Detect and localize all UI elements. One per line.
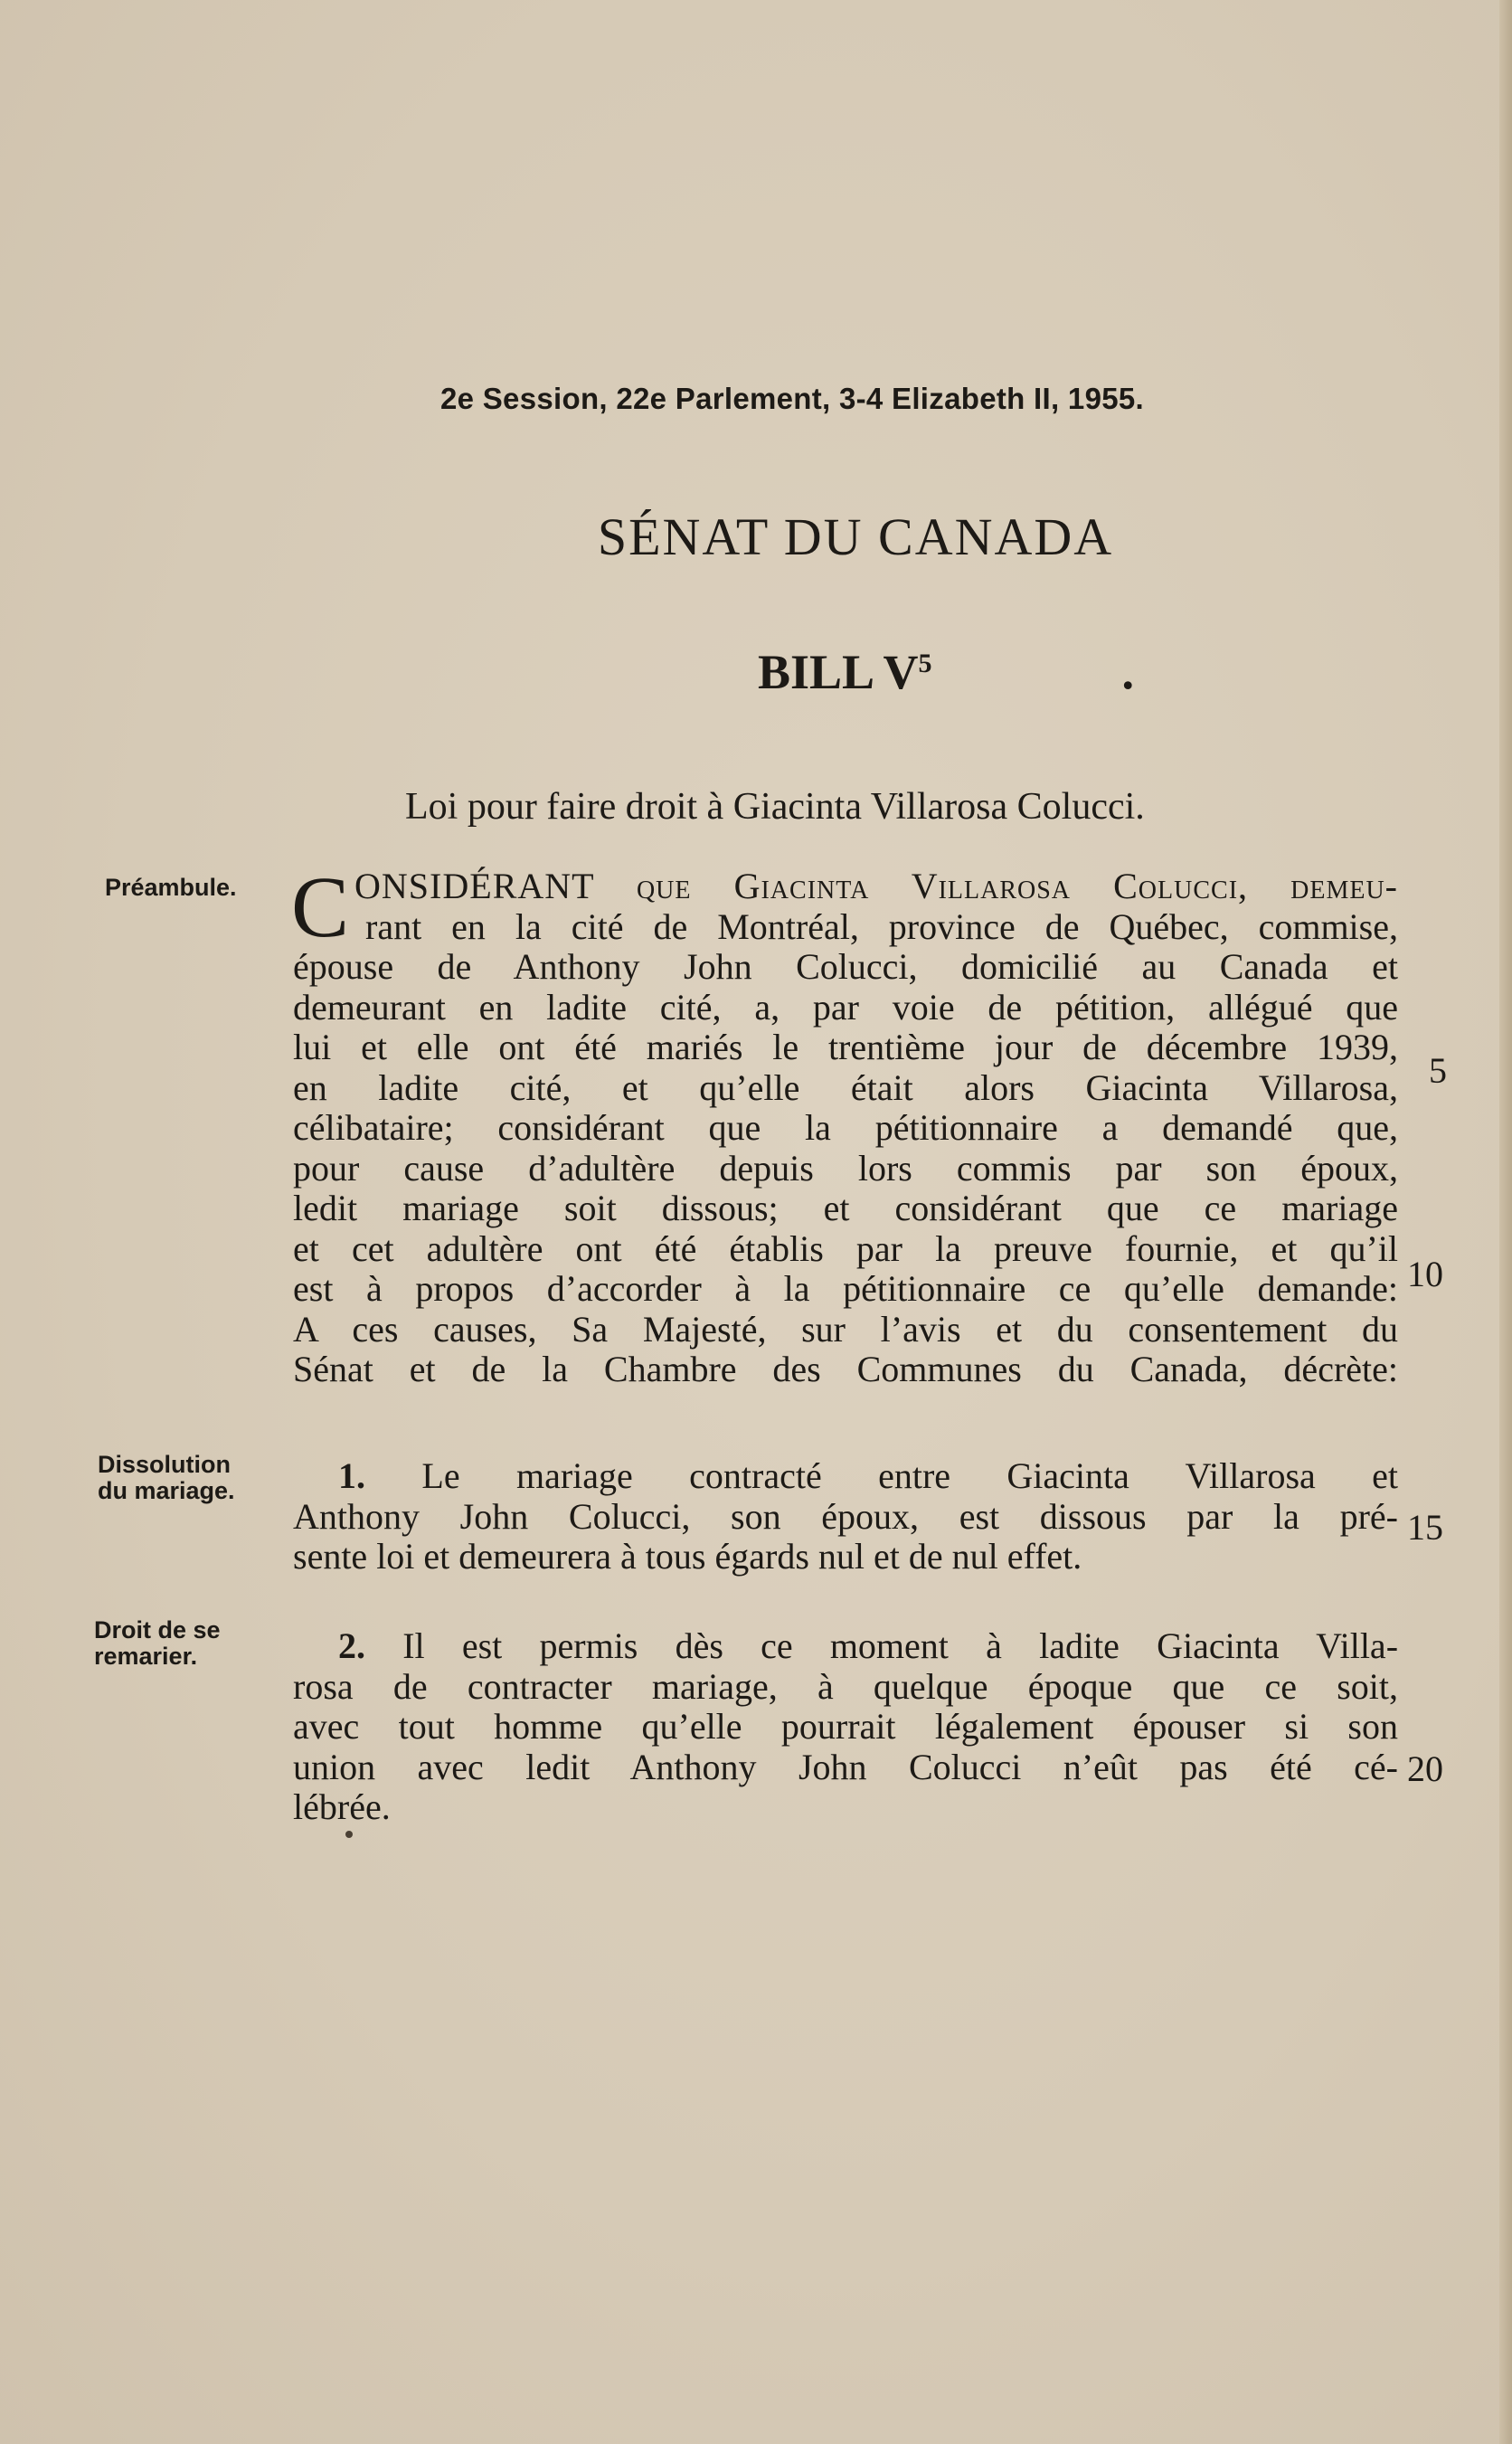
bill-subtitle: Loi pour faire droit à Giacinta Villarosa Colucci. <box>405 786 1145 828</box>
preamble-line: A ces causes, Sa Majesté, sur l’avis et du consentement du <box>293 1308 1398 1350</box>
preamble-line: célibataire; considérant que la pétitionnaire a demandé que, <box>293 1107 1398 1148</box>
preamble-line: pour cause d’adultère depuis lors commis par son époux, <box>293 1147 1398 1189</box>
session-header: 2e Session, 22e Parlement, 3-4 Elizabeth II, 1955. <box>439 382 1145 415</box>
senate-title: SÉNAT DU CANADA <box>597 507 1114 566</box>
section-1 <box>293 1456 1398 1577</box>
margin-note-dissolution: Dissolution du mariage. <box>98 1451 235 1504</box>
line-number: 15 <box>1407 1507 1443 1548</box>
preamble-line: ledit mariage soit dissous; et considérant que ce mariage <box>293 1188 1398 1228</box>
line-number: 5 <box>1429 1050 1447 1091</box>
margin-note-preamble: Préambule. <box>105 874 237 901</box>
section-number: 2. <box>338 1625 365 1666</box>
drop-cap: C <box>291 858 350 955</box>
section-line: sente loi et demeurera à tous égards nul et de nul effet. <box>293 1536 1082 1577</box>
preamble-line: épouse de Anthony John Colucci, domicilié au Canada et <box>293 946 1398 987</box>
ink-speck <box>345 1831 353 1838</box>
section-line: 1. Le mariage contracté entre Giacinta Villarosa et <box>338 1455 1399 1496</box>
section-line: avec tout homme qu’elle pourrait légalement épouser si son <box>293 1706 1398 1747</box>
section-line: 2. Il est permis dès ce moment à ladite Giacinta Villa- <box>338 1625 1399 1666</box>
bill-title: BILL $V^5$ . <box>757 645 1135 699</box>
section-line: union avec ledit Anthony John Colucci n’eût pas été cé- <box>293 1746 1398 1787</box>
section-line: lébrée. <box>293 1786 391 1827</box>
preamble-line: demeurant en ladite cité, a, par voie de pétition, allégué que <box>293 986 1398 1028</box>
preamble-line: lui et elle ont été mariés le trentième jour de décembre 1939, <box>293 1027 1398 1067</box>
section-line: Anthony John Colucci, son époux, est dissous par la pré- <box>293 1495 1398 1537</box>
preamble-line: rant en la cité de Montréal, province de Québec, commise, <box>365 905 1398 947</box>
preamble-line: est à propos d’accorder à la pétitionnaire ce qu’elle demande: <box>293 1268 1398 1309</box>
section-number: 1. <box>338 1455 365 1496</box>
section-line: rosa de contracter mariage, à quelque époque que ce soit, <box>293 1665 1398 1707</box>
page-edge <box>1499 0 1512 2444</box>
preamble-line: et cet adultère ont été établis par la preuve fournie, et qu’il <box>293 1227 1398 1269</box>
section-2 <box>293 1626 1398 1828</box>
preamble-paragraph <box>291 858 1398 1390</box>
preamble-line: ONSIDÉRANT que Giacinta Villarosa Colucci, demeu- <box>354 866 1398 906</box>
line-number: 20 <box>1407 1748 1443 1789</box>
preamble-line: en ladite cité, et qu’elle était alors Giacinta Villarosa, <box>293 1066 1398 1108</box>
line-number: 10 <box>1407 1254 1443 1294</box>
margin-note-remarry: Droit de se remarier. <box>94 1616 221 1670</box>
preamble-line: Sénat et de la Chambre des Communes du Canada, décrète: <box>293 1349 1398 1389</box>
